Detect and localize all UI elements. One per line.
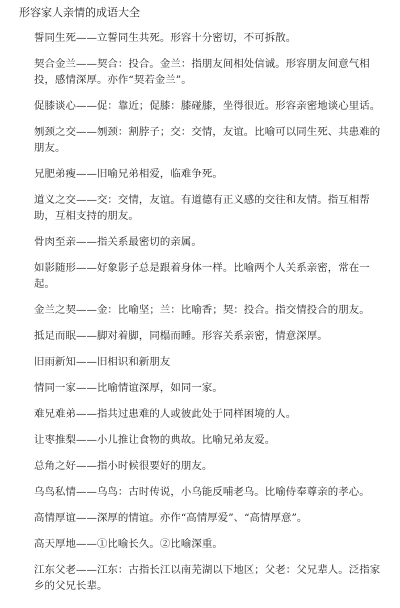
entry-jiangdongfulao: 江东父老——江东：古指长江以南芜湖以下地区；父老：父兄辈人。泛指家乡的父兄长辈。 bbox=[34, 564, 381, 592]
entry-gaotianhoudi: 高天厚地——①比喻长久。②比喻深重。 bbox=[34, 538, 223, 550]
entry-cuxitanxin: 促膝谈心——促：靠近；促膝：膝碰膝，坐得很近。形容亲密地谈心里话。 bbox=[34, 100, 381, 112]
entry-ruyingsuixing: 如影随形——好象影子总是跟着身体一样。比喻两个人关系亲密，常在一起。 bbox=[34, 262, 370, 290]
entry-gaoqinghouyi: 高情厚谊——深厚的情谊。亦作“高情厚爱”、“高情厚意”。 bbox=[34, 512, 308, 524]
entry-jinlanzhiqi: 金兰之契——金：比喻坚；兰：比喻香；契：投合。指交情投合的朋友。 bbox=[34, 304, 370, 316]
entry-rangzaotuili: 让枣推梨——小儿推让食物的典故。比喻兄弟友爱。 bbox=[34, 434, 276, 446]
entry-zongjiaozhihao: 总角之好——指小时候很要好的朋友。 bbox=[34, 460, 213, 472]
entry-daoyizhijiao: 道义之交——交：交情，友谊。有道德有正义感的交往和友情。指互相帮助，互相支持的朋友。 bbox=[34, 194, 370, 222]
entry-qihejinlan: 契合金兰——契合：投合。金兰：指朋友间相处信诚。形容朋友间意气相投，感情深厚。亦作“契若金兰”。 bbox=[34, 58, 370, 86]
entry-nanxiongnandi: 难兄难弟——指共过患难的人或彼此处于同样困境的人。 bbox=[34, 408, 297, 420]
entry-wuniaosiqing: 乌鸟私情——乌鸟：古时传说，小乌能反哺老乌。比喻侍奉尊亲的孝心。 bbox=[34, 486, 370, 498]
entry-qingtongyijia: 情同一家——比喻情谊深厚，如同一家。 bbox=[34, 382, 223, 394]
document-title: 形容家人亲情的成语大全 bbox=[19, 6, 140, 19]
entry-jiuyuxinzhi: 旧雨新知——旧相识和新朋友 bbox=[34, 356, 171, 368]
entry-wenjingzhijiao: 刎颈之交——刎颈：割脖子；交：交情，友谊。比喻可以同生死、共患难的朋友。 bbox=[34, 126, 381, 154]
entry-shitongshengsi: 誓同生死——立誓同生共死。形容十分密切，不可拆散。 bbox=[34, 32, 297, 44]
entry-dizuermian: 抵足而眠——脚对着脚，同榻而睡。形容关系亲密，情意深厚。 bbox=[34, 330, 328, 342]
entry-gurouzhiqin: 骨肉至亲——指关系最密切的亲属。 bbox=[34, 236, 202, 248]
entry-xiongfeidishou: 兄肥弟瘦——旧喻兄弟相爱，临难争死。 bbox=[34, 168, 223, 180]
